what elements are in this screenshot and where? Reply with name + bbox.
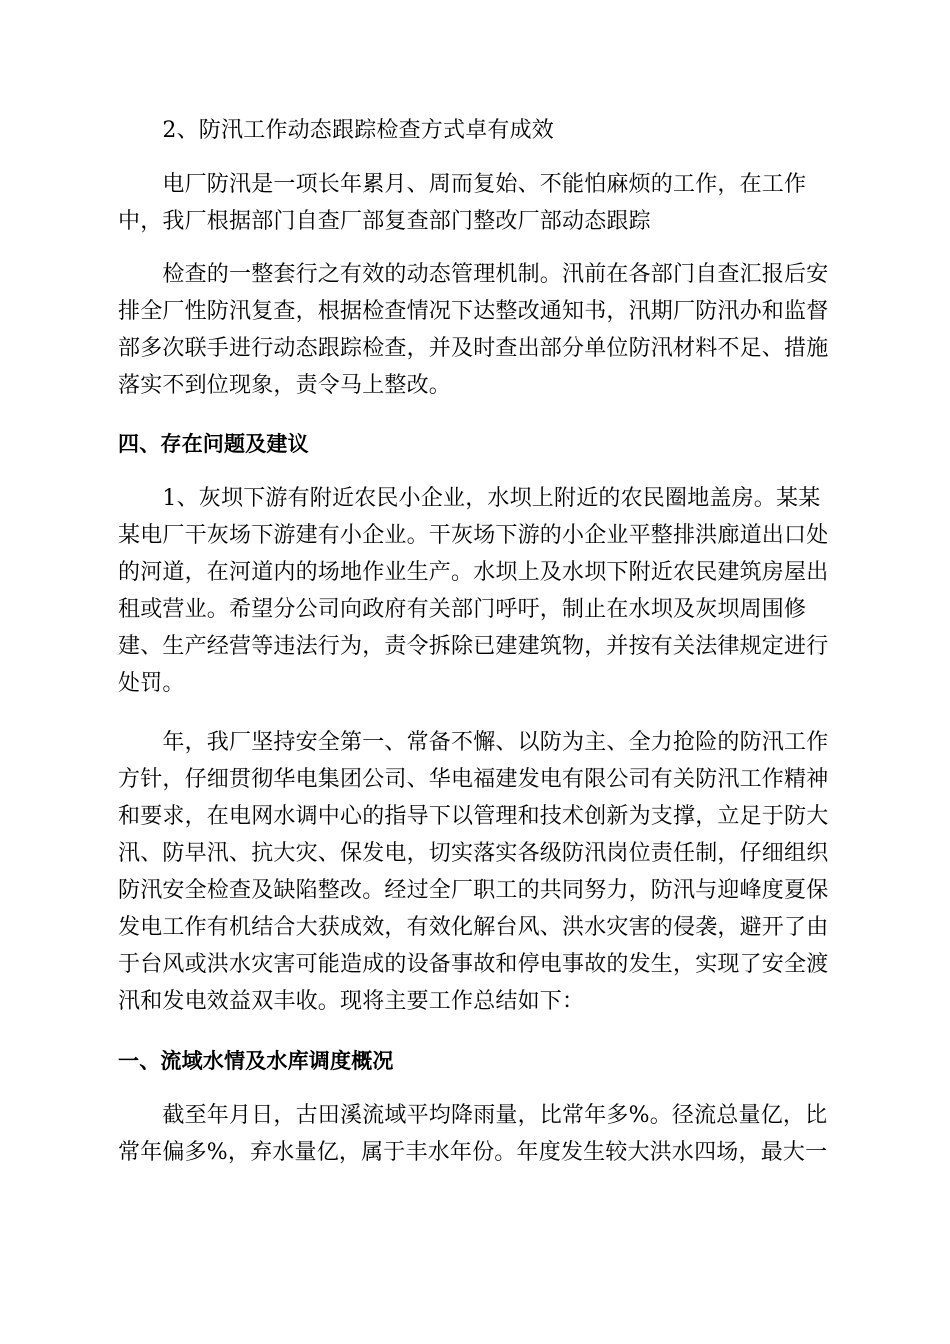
paragraph-line: 发电工作有机结合大获成效，有效化解台风、洪水灾害的侵袭，避开了由 [118,915,829,940]
paragraph-line: 方针，仔细贯彻华电集团公司、华电福建发电有限公司有关防汛工作精神 [118,767,829,792]
paragraph-line: 某电厂干灰场下游建有小企业。干灰场下游的小企业平整排洪廊道出口处 [118,523,829,548]
paragraph-line: 的河道，在河道内的场地作业生产。水坝上及水坝下附近农民建筑房屋出 [118,560,829,585]
paragraph-line: 检查的一整套行之有效的动态管理机制。汛前在各部门自查汇报后安 [118,262,829,287]
paragraph-line: 中，我厂根据部门自查厂部复查部门整改厂部动态跟踪 [118,209,651,234]
paragraph-line: 汛、防早汛、抗大灾、保发电，切实落实各级防汛岗位责任制，仔细组织 [118,841,829,866]
paragraph-line: 电厂防汛是一项长年累月、周而复始、不能怕麻烦的工作，在工作 [118,172,807,197]
paragraph-line: 防汛安全检查及缺陷整改。经过全厂职工的共同努力，防汛与迎峰度夏保 [118,878,829,903]
paragraph-line: 于台风或洪水灾害可能造成的设备事故和停电事故的发生，实现了安全渡 [118,952,829,977]
section-heading: 一、流域水情及水库调度概况 [118,1049,394,1073]
paragraph-line: 1、灰坝下游有附近农民小企业，水坝上附近的农民圈地盖房。某某 [118,486,821,511]
paragraph-line: 常年偏多%，弃水量亿，属于丰水年份。年度发生较大洪水四场，最大一 [118,1140,828,1165]
paragraph-line: 年，我厂坚持安全第一、常备不懈、以防为主、全力抢险的防汛工作 [118,730,829,755]
paragraph-line: 截至年月日，古田溪流域平均降雨量，比常年多%。径流总量亿，比 [118,1103,828,1128]
paragraph-line: 落实不到位现象，责令马上整改。 [118,373,452,398]
paragraph-line: 建、生产经营等违法行为，责令拆除已建建筑物，并按有关法律规定进行 [118,634,829,659]
paragraph-line: 和要求，在电网水调中心的指导下以管理和技术创新为支撑，立足于防大 [118,804,829,829]
paragraph-line: 部多次联手进行动态跟踪检查，并及时查出部分单位防汛材料不足、措施 [118,336,829,361]
subsection-heading: 2、防汛工作动态跟踪检查方式卓有成效 [118,118,554,143]
paragraph-line: 处罚。 [118,671,185,696]
paragraph-line: 排全厂性防汛复查，根据检查情况下达整改通知书，汛期厂防汛办和监督 [118,299,829,324]
section-heading: 四、存在问题及建议 [118,432,309,456]
paragraph-line: 租或营业。希望分公司向政府有关部门呼吁，制止在水坝及灰坝周围修 [118,597,807,622]
paragraph-line: 汛和发电效益双丰收。现将主要工作总结如下： [118,989,585,1014]
